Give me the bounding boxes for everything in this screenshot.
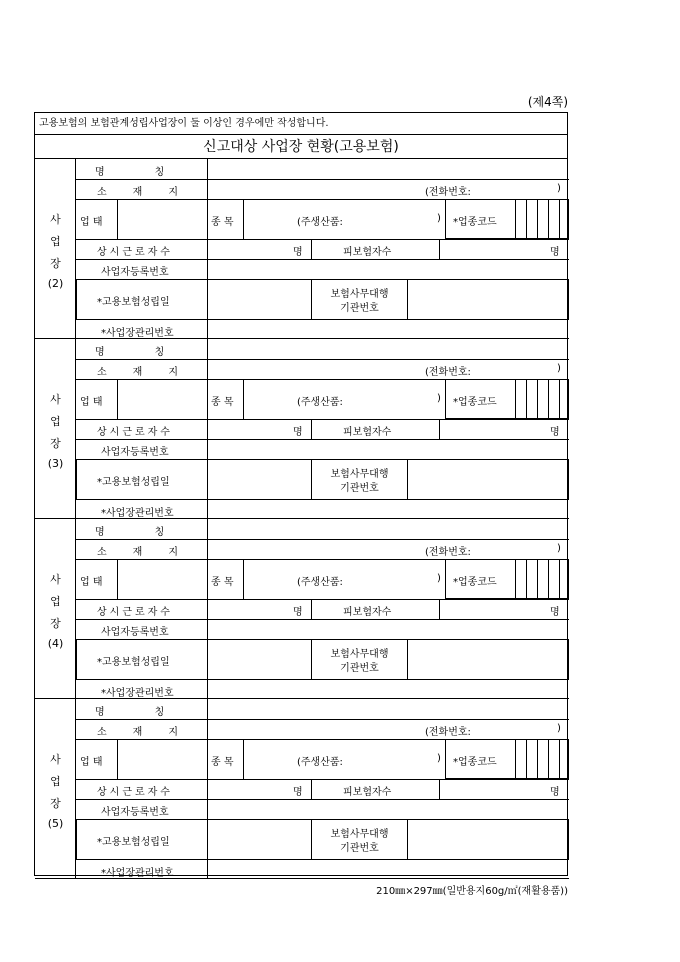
- agency-no-label-2: 기관번호: [340, 663, 379, 674]
- business-reg-no-label: 사업자등록번호: [101, 267, 169, 278]
- form-title: 신고대상 사업장 현황(고용보험): [35, 135, 567, 159]
- phone-label-close: ): [557, 363, 561, 374]
- name-field[interactable]: [208, 699, 569, 719]
- section-number: (5): [47, 817, 64, 830]
- agency-no-label-2: 기관번호: [340, 303, 379, 314]
- section-side-label: [35, 519, 76, 699]
- business-site-section-4: [35, 519, 567, 699]
- side-char: 장: [50, 437, 61, 450]
- insured-count-label: 피보험자수: [343, 247, 392, 258]
- section-number: (3): [47, 457, 64, 470]
- name-field[interactable]: [208, 339, 569, 359]
- insured-unit: 명: [550, 607, 560, 618]
- form-notice: 고용보험의 보험관계성립사업장이 둘 이상인 경우에만 작성합니다.: [35, 113, 567, 135]
- phone-label-open: (전화번호:: [425, 367, 471, 378]
- phone-label-close: ): [557, 183, 561, 194]
- product-label-open: (주생산품:: [297, 757, 343, 768]
- product-label-open: (주생산품:: [297, 397, 343, 408]
- phone-label-open: (전화번호:: [425, 187, 471, 198]
- item-label: 종 목: [211, 577, 234, 588]
- side-char: 사: [50, 393, 61, 406]
- business-reg-no-label: 사업자등록번호: [101, 447, 169, 458]
- business-type-label: 업 태: [80, 757, 103, 768]
- business-type-label: 업 태: [80, 217, 103, 228]
- side-char: 업: [50, 235, 61, 248]
- agency-no-label-1: 보험사무대행: [330, 649, 389, 660]
- business-type-label: 업 태: [80, 577, 103, 588]
- section-number: (4): [47, 637, 64, 650]
- section-side-label: [35, 159, 76, 339]
- mgmt-no-label: *사업장관리번호: [101, 328, 174, 339]
- phone-label-close: ): [557, 723, 561, 734]
- insured-unit: 명: [550, 427, 560, 438]
- business-type-label: 업 태: [80, 397, 103, 408]
- side-char: 장: [50, 797, 61, 810]
- item-label: 종 목: [211, 397, 234, 408]
- insured-count-label: 피보험자수: [343, 427, 392, 438]
- workers-unit: 명: [293, 427, 303, 438]
- product-label-close: ): [437, 753, 441, 764]
- product-label-close: ): [437, 393, 441, 404]
- address-label: 소재지: [97, 187, 204, 198]
- name-field[interactable]: [208, 159, 569, 179]
- industry-code-label: *업종코드: [453, 757, 497, 768]
- insurance-date-label: *고용보험성립일: [97, 477, 170, 488]
- agency-no-label-2: 기관번호: [340, 843, 379, 854]
- section-number: (2): [47, 277, 64, 290]
- industry-code-label: *업종코드: [453, 577, 497, 588]
- name-label: 명칭: [95, 707, 215, 718]
- phone-label-open: (전화번호:: [425, 727, 471, 738]
- name-label: 명칭: [95, 527, 215, 538]
- side-char: 업: [50, 595, 61, 608]
- workers-unit: 명: [293, 247, 303, 258]
- agency-no-label-1: 보험사무대행: [330, 289, 389, 300]
- insured-unit: 명: [550, 787, 560, 798]
- business-reg-no-label: 사업자등록번호: [101, 807, 169, 818]
- paper-spec-note: 210㎜×297㎜(일반용지60g/㎡(재활용품)): [376, 886, 568, 897]
- insured-count-label: 피보험자수: [343, 787, 392, 798]
- business-site-section-5: [35, 699, 567, 879]
- side-char: 사: [50, 573, 61, 586]
- agency-no-label-2: 기관번호: [340, 483, 379, 494]
- product-label-open: (주생산품:: [297, 217, 343, 228]
- address-label: 소재지: [97, 547, 204, 558]
- section-side-label: [35, 339, 76, 519]
- mgmt-no-label: *사업장관리번호: [101, 868, 174, 879]
- side-char: 사: [50, 213, 61, 226]
- side-char: 사: [50, 753, 61, 766]
- section-side-label: [35, 699, 76, 879]
- regular-workers-label: 상시근로자수: [97, 607, 173, 618]
- workers-unit: 명: [293, 787, 303, 798]
- business-site-form: [34, 112, 568, 879]
- item-label: 종 목: [211, 757, 234, 768]
- phone-label-close: ): [557, 543, 561, 554]
- workers-unit: 명: [293, 607, 303, 618]
- mgmt-no-label: *사업장관리번호: [101, 688, 174, 699]
- side-char: 장: [50, 257, 61, 270]
- insured-count-label: 피보험자수: [343, 607, 392, 618]
- regular-workers-label: 상시근로자수: [97, 787, 173, 798]
- insured-unit: 명: [550, 247, 560, 258]
- regular-workers-label: 상시근로자수: [97, 247, 173, 258]
- insurance-date-label: *고용보험성립일: [97, 657, 170, 668]
- address-label: 소재지: [97, 727, 204, 738]
- regular-workers-label: 상시근로자수: [97, 427, 173, 438]
- address-label: 소재지: [97, 367, 204, 378]
- business-reg-no-label: 사업자등록번호: [101, 627, 169, 638]
- agency-no-label-1: 보험사무대행: [330, 829, 389, 840]
- side-char: 업: [50, 775, 61, 788]
- insurance-date-label: *고용보험성립일: [97, 837, 170, 848]
- page-number: (제4쪽): [527, 95, 568, 109]
- side-char: 장: [50, 617, 61, 630]
- industry-code-label: *업종코드: [453, 397, 497, 408]
- name-label: 명칭: [95, 347, 215, 358]
- item-label: 종 목: [211, 217, 234, 228]
- product-label-close: ): [437, 213, 441, 224]
- name-label: 명칭: [95, 167, 215, 178]
- insurance-date-label: *고용보험성립일: [97, 297, 170, 308]
- agency-no-label-1: 보험사무대행: [330, 469, 389, 480]
- business-site-section-2: [35, 159, 567, 339]
- industry-code-label: *업종코드: [453, 217, 497, 228]
- side-char: 업: [50, 415, 61, 428]
- phone-label-open: (전화번호:: [425, 547, 471, 558]
- mgmt-no-label: *사업장관리번호: [101, 508, 174, 519]
- product-label-close: ): [437, 573, 441, 584]
- name-field[interactable]: [208, 519, 569, 539]
- business-site-section-3: [35, 339, 567, 519]
- product-label-open: (주생산품:: [297, 577, 343, 588]
